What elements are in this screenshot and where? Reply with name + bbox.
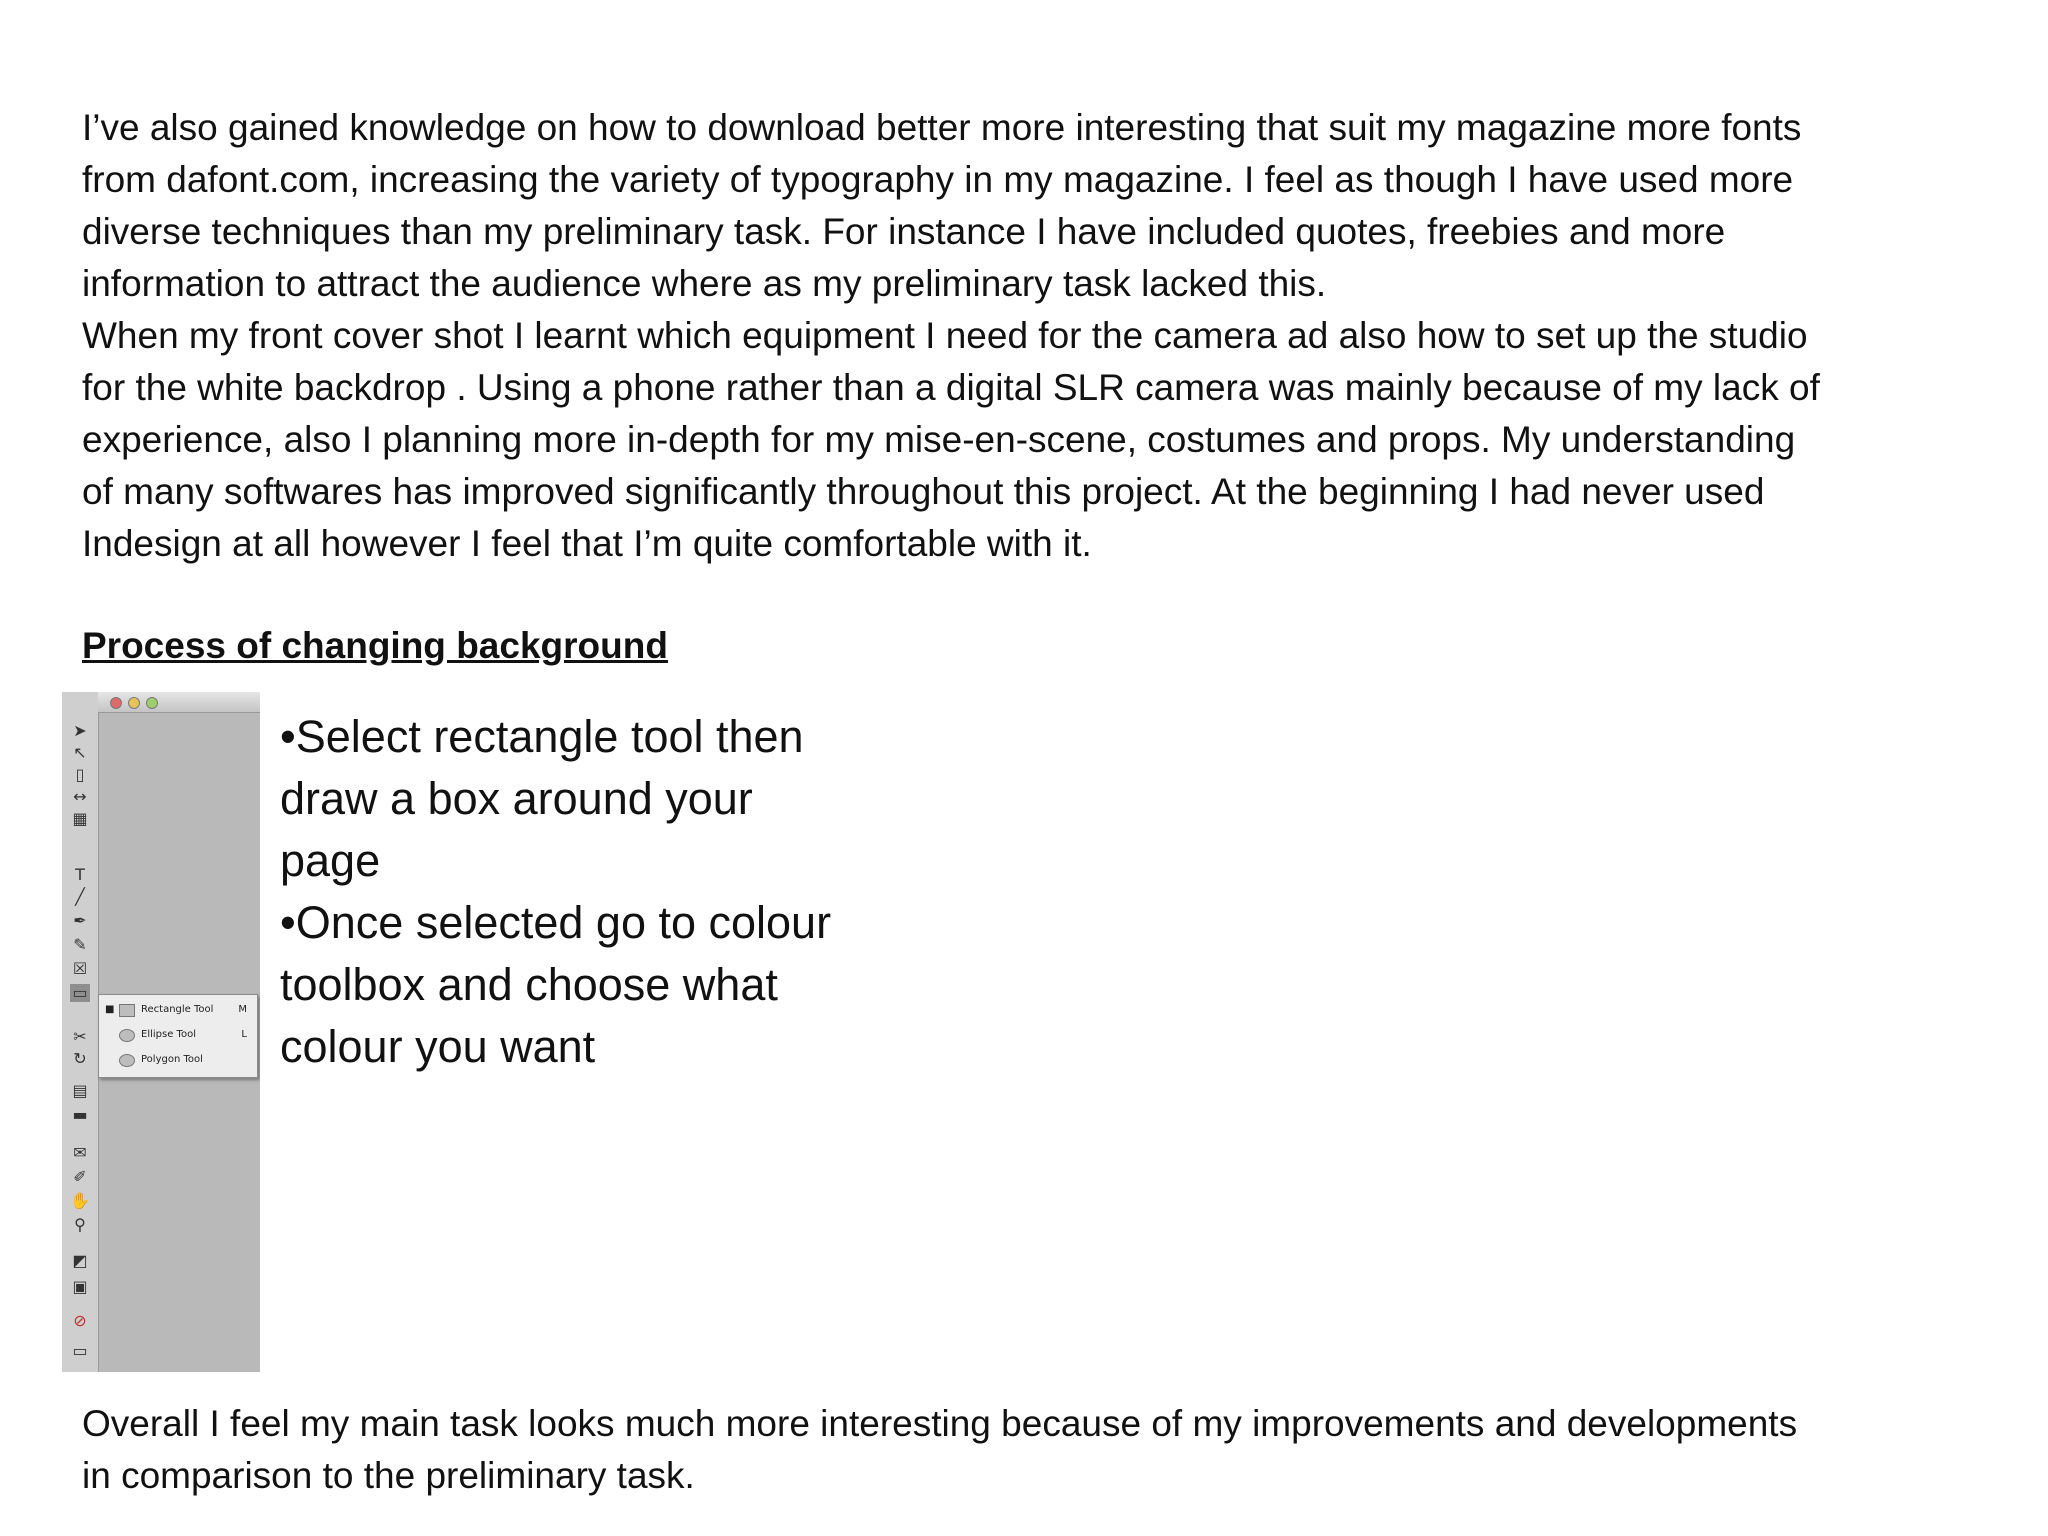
line-tool-icon: ╱ bbox=[75, 887, 85, 906]
selected-bullet-icon: ■ bbox=[105, 1004, 115, 1015]
pen-tool-icon: ✒ bbox=[73, 911, 87, 930]
close-window-icon bbox=[110, 697, 122, 709]
type-tool-icon: T bbox=[75, 865, 85, 884]
intro-paragraph: I’ve also gained knowledge on how to download better more interesting that suit my magazine more fonts from dafont.com, increasing the variety of typography in my magazine. I feel as though I have used more diverse techniques than my preliminary task. For instance I have included quotes, freebies and more information to attract the audience where as my preliminary task lacked this. When my front cover shot I learnt which equipment I need for the camera ad also how to set up the studio for the white backdrop . Using a phone rather than a digital SLR camera was mainly because of my lack of experience, also I planning more in-depth for my mise-en-scene, costumes and props. My understanding of many softwares has improved significantly throughout this project. At the beginning I had never used Indesign at all however I feel that I’m quite comfortable with it. bbox=[82, 107, 1820, 564]
shape-tools-flyout bbox=[98, 994, 258, 1078]
rectangle-shape-icon bbox=[119, 1004, 135, 1017]
pencil-tool-icon: ✎ bbox=[73, 935, 87, 954]
scissors-tool-icon: ✂ bbox=[73, 1027, 87, 1046]
gap-tool-icon: ↔ bbox=[73, 787, 87, 806]
tools-strip bbox=[62, 692, 99, 1372]
gradient-tool-icon: ▤ bbox=[72, 1081, 88, 1100]
rectangle-frame-tool-icon: ☒ bbox=[72, 959, 88, 978]
fill-stroke-swatch-icon: ◩ bbox=[72, 1251, 88, 1270]
apply-none-icon: ⊘ bbox=[73, 1311, 87, 1330]
rectangle-tool-icon: ▭ bbox=[70, 984, 90, 1002]
flyout-item-rectangle: ■ Rectangle Tool M bbox=[103, 999, 253, 1021]
toolbox-screenshot bbox=[62, 692, 260, 1372]
selection-tool-icon: ➤ bbox=[73, 721, 87, 740]
gradient-feather-tool-icon: ▬ bbox=[72, 1105, 88, 1124]
content-collector-icon: ▦ bbox=[72, 809, 88, 828]
zoom-window-icon bbox=[146, 697, 158, 709]
conclusion-paragraph: Overall I feel my main task looks much more interesting because of my improvements and developments in comparison to the preliminary task. bbox=[82, 1403, 1798, 1496]
screen-mode-icon: ▭ bbox=[72, 1341, 88, 1360]
polygon-shape-icon bbox=[119, 1054, 135, 1067]
rotate-tool-icon: ↻ bbox=[73, 1049, 87, 1068]
section-heading: Process of changing background bbox=[82, 625, 668, 666]
toolbox-titlebar bbox=[98, 692, 260, 713]
zoom-tool-icon: ⚲ bbox=[74, 1215, 86, 1234]
eyedropper-tool-icon: ✐ bbox=[73, 1167, 87, 1186]
page-tool-icon: ▯ bbox=[75, 765, 85, 784]
hand-tool-icon: ✋ bbox=[70, 1191, 90, 1210]
instruction-bullets: •Select rectangle tool then draw a box around your page •Once selected go to colour toolbox and choose what colour you want bbox=[280, 711, 832, 1072]
flyout-item-ellipse: Ellipse Tool L bbox=[103, 1024, 253, 1046]
formatting-affects-icon: ▣ bbox=[72, 1277, 88, 1296]
flyout-item-polygon: Polygon Tool bbox=[103, 1049, 253, 1071]
minimize-window-icon bbox=[128, 697, 140, 709]
note-tool-icon: ✉ bbox=[73, 1143, 87, 1162]
ellipse-shape-icon bbox=[119, 1029, 135, 1042]
direct-selection-tool-icon: ↖ bbox=[73, 743, 87, 762]
